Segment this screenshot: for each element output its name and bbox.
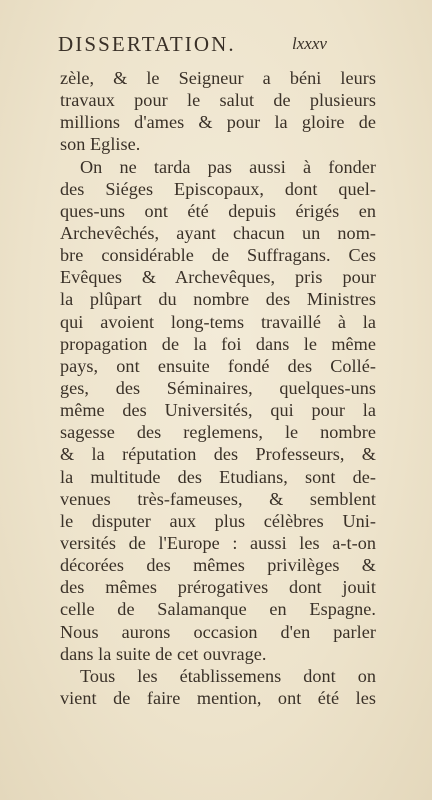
text-line: & la réputation des Professeurs, & <box>60 444 376 465</box>
text-line: le disputer aux plus célèbres Uni- <box>60 510 376 531</box>
text-line: ques-uns ont été depuis érigés en <box>60 200 376 221</box>
text-line: On ne tarda pas aussi à fonder <box>80 156 376 177</box>
text-line: venues très-fameuses, & semblent <box>60 488 376 509</box>
text-line: millions d'ames & pour la gloire de <box>60 112 376 133</box>
text-line: des Siéges Episcopaux, dont quel- <box>60 178 376 199</box>
text-line: Nous aurons occasion d'en parler <box>60 621 376 642</box>
text-line: travaux pour le salut de plusieurs <box>60 90 376 111</box>
running-title: DISSERTATION. <box>58 32 236 56</box>
text-line: zèle, & le Seigneur a béni leurs <box>60 68 376 88</box>
text-line: qui avoient long-tems travaillé à la <box>60 311 376 332</box>
text-line: Evêques & Archevêques, pris pour <box>60 267 376 288</box>
text-line: celle de Salamanque en Espagne. <box>60 599 376 620</box>
text-line: des mêmes prérogatives dont jouit <box>60 577 376 598</box>
text-line: la plûpart du nombre des Ministres <box>60 289 376 310</box>
body-text <box>60 67 376 709</box>
text-line: versités de l'Europe : aussi les a-t-on <box>60 532 376 553</box>
page-number: lxxxv <box>292 34 327 53</box>
text-line: même des Universités, qui pour la <box>60 400 376 421</box>
text-line: vient de faire mention, ont été les <box>60 687 376 708</box>
text-line: bre considérable de Suffragans. Ces <box>60 245 376 266</box>
text-line: ges, des Séminaires, quelques-uns <box>60 377 376 398</box>
text-line: décorées des mêmes privilèges & <box>60 555 376 576</box>
text-line: Archevêchés, ayant chacun un nom- <box>60 222 376 243</box>
text-line: sagesse des reglemens, le nombre <box>60 422 376 443</box>
text-line: pays, ont ensuite fondé des Collé- <box>60 355 376 376</box>
text-line: la multitude des Etudians, sont de- <box>60 466 376 487</box>
text-line: Tous les établissemens dont on <box>80 665 376 686</box>
page-header <box>58 32 378 64</box>
text-line: propagation de la foi dans le même <box>60 333 376 354</box>
text-line: son Eglise. <box>60 134 141 155</box>
text-line: dans la suite de cet ouvrage. <box>60 643 267 664</box>
